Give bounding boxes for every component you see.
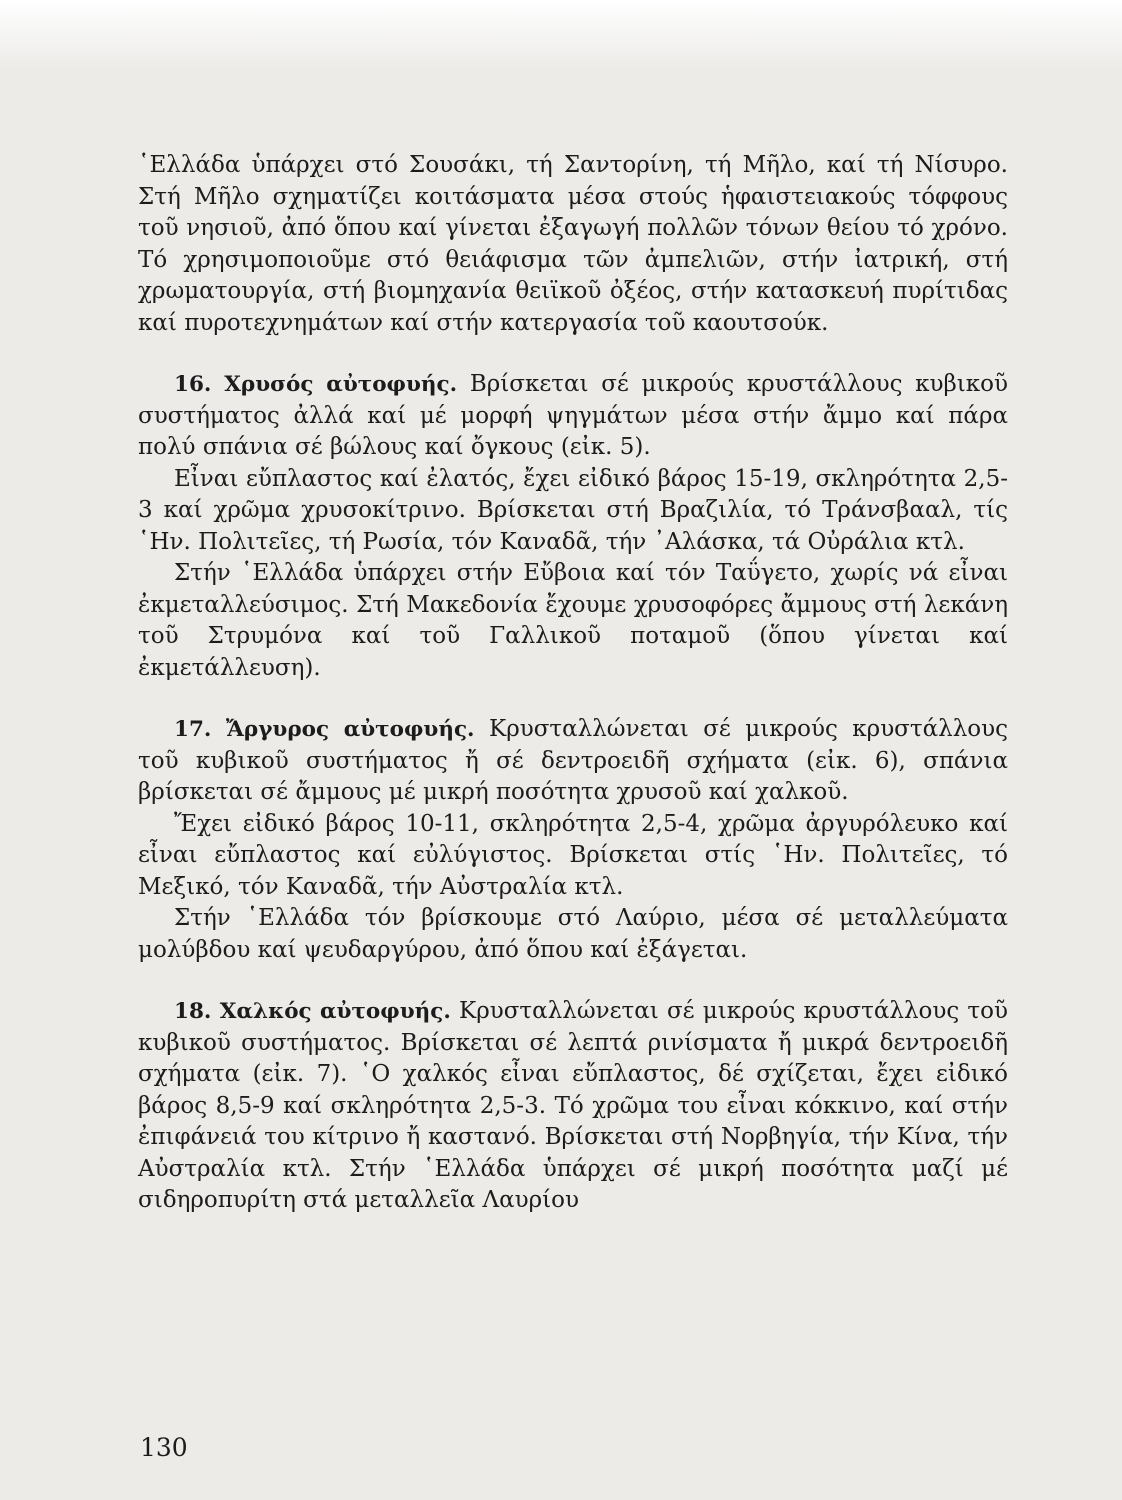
paragraph-copper-heading bbox=[138, 996, 1008, 1217]
paragraph-silver-greece bbox=[138, 903, 1008, 966]
section-heading-copper: 18. Χαλκός αὐτοφυής. bbox=[174, 999, 451, 1024]
page-top-edge bbox=[0, 0, 1122, 70]
paragraph-text: Στήν ῾Ελλάδα τόν βρίσκουμε στό Λαύριο, μέσα σέ μεταλλεύματα μολύβδου καί ψευδαργύρου, ἀπό ὅπου καί ἐξάγεται. bbox=[138, 905, 1008, 963]
paragraph-sulfur-greece bbox=[138, 150, 1008, 339]
paragraph-silver-properties bbox=[138, 809, 1008, 904]
page-body bbox=[138, 150, 1008, 1217]
page-number: 130 bbox=[140, 1433, 188, 1462]
section-heading-silver: 17. Ἄργυρος αὐτοφυής. bbox=[174, 717, 475, 742]
paragraph-text: Κρυσταλλώνεται σέ μικρούς κρυστάλλους τοῦ κυβικοῦ συστήματος. Βρίσκεται σέ λεπτά ρινίσματα ἤ μικρά δεντροειδῆ σχήματα (εἰκ. 7). ῾Ο χαλκός εἶναι εὔπλαστος, δέ σχίζεται, ἔχει εἰδικό βάρος 8,5-9 καί σκληρότητα 2,5-3. Τό χρῶμα του εἶναι κόκκινο, καί στήν ἐπιφάνειά του κίτρινο ἤ καστανό. Βρίσκεται στή Νορβηγία, τήν Κίνα, τήν Αὐστραλία κτλ. Στήν ῾Ελλάδα ὑπάρχει σέ μικρή ποσότητα μαζί μέ σιδηροπυρίτη στά μεταλλεῖα Λαυρίου bbox=[138, 998, 1008, 1213]
paragraph-text: Κρυσταλλώνεται σέ μικρούς κρυστάλλους τοῦ κυβικοῦ συστήματος ἤ σέ δεντροειδῆ σχήματα (εἰκ. 6), σπάνια βρίσκεται σέ ἄμμους μέ μικρή ποσότητα χρυσοῦ καί χαλκοῦ. bbox=[138, 716, 1009, 805]
paragraph-silver-heading bbox=[138, 714, 1008, 809]
paragraph-text: ῾Ελλάδα ὑπάρχει στό Σουσάκι, τή Σαντορίνη, τή Μῆλο, καί τή Νίσυρο. Στή Μῆλο σχηματίζει κοιτάσματα μέσα στούς ἡφαιστειακούς τόφφους τοῦ νησιοῦ, ἀπό ὅπου καί γίνεται ἐξαγωγή πολλῶν τόνων θείου τό χρόνο. Τό χρησιμοποιοῦμε στό θειάφισμα τῶν ἀμπελιῶν, στήν ἰατρική, στή χρωματουργία, στή βιομηχανία θειϊκοῦ ὀξέος, στήν κατασκευή πυρίτιδας καί πυροτεχνημάτων καί στήν κατεργασία τοῦ καουτσούκ. bbox=[138, 152, 1008, 336]
paragraph-text: Στήν ῾Ελλάδα ὑπάρχει στήν Εὔβοια καί τόν Ταΰγετο, χωρίς νά εἶναι ἐκμεταλλεύσιμος. Στή Μακεδονία ἔχουμε χρυσοφόρες ἄμμους στή λεκάνη τοῦ Στρυμόνα καί τοῦ Γαλλικοῦ ποταμοῦ (ὅπου γίνεται καί ἐκμετάλλευση). bbox=[138, 560, 1008, 681]
paragraph-gold-heading bbox=[138, 369, 1008, 464]
paragraph-gold-properties bbox=[138, 464, 1008, 559]
paragraph-gold-greece bbox=[138, 558, 1008, 684]
section-heading-gold: 16. Χρυσός αὐτοφυής. bbox=[174, 372, 458, 397]
paragraph-text: Ἔχει εἰδικό βάρος 10-11, σκληρότητα 2,5-4, χρῶμα ἀργυρόλευκο καί εἶναι εὔπλαστος καί εὐλύγιστος. Βρίσκεται στίς ῾Ην. Πολιτεῖες, τό Μεξικό, τόν Καναδᾶ, τήν Αὐστραλία κτλ. bbox=[138, 810, 1008, 900]
paragraph-text: Βρίσκεται σέ μικρούς κρυστάλλους κυβικοῦ συστήματος ἀλλά καί μέ μορφή ψηγμάτων μέσα στήν ἄμμο καί πάρα πολύ σπάνια σέ βώλους καί ὄγκους (εἰκ. 5). bbox=[138, 371, 1009, 460]
paragraph-text: Εἶναι εὔπλαστος καί ἐλατός, ἔχει εἰδικό βάρος 15-19, σκληρότητα 2,5-3 καί χρῶμα χρυσοκίτρινο. Βρίσκεται στή Βραζιλία, τό Τράνσβααλ, τίς ῾Ην. Πολιτεῖες, τή Ρωσία, τόν Καναδᾶ, τήν ᾿Αλάσκα, τά Οὐράλια κτλ. bbox=[138, 465, 1008, 555]
